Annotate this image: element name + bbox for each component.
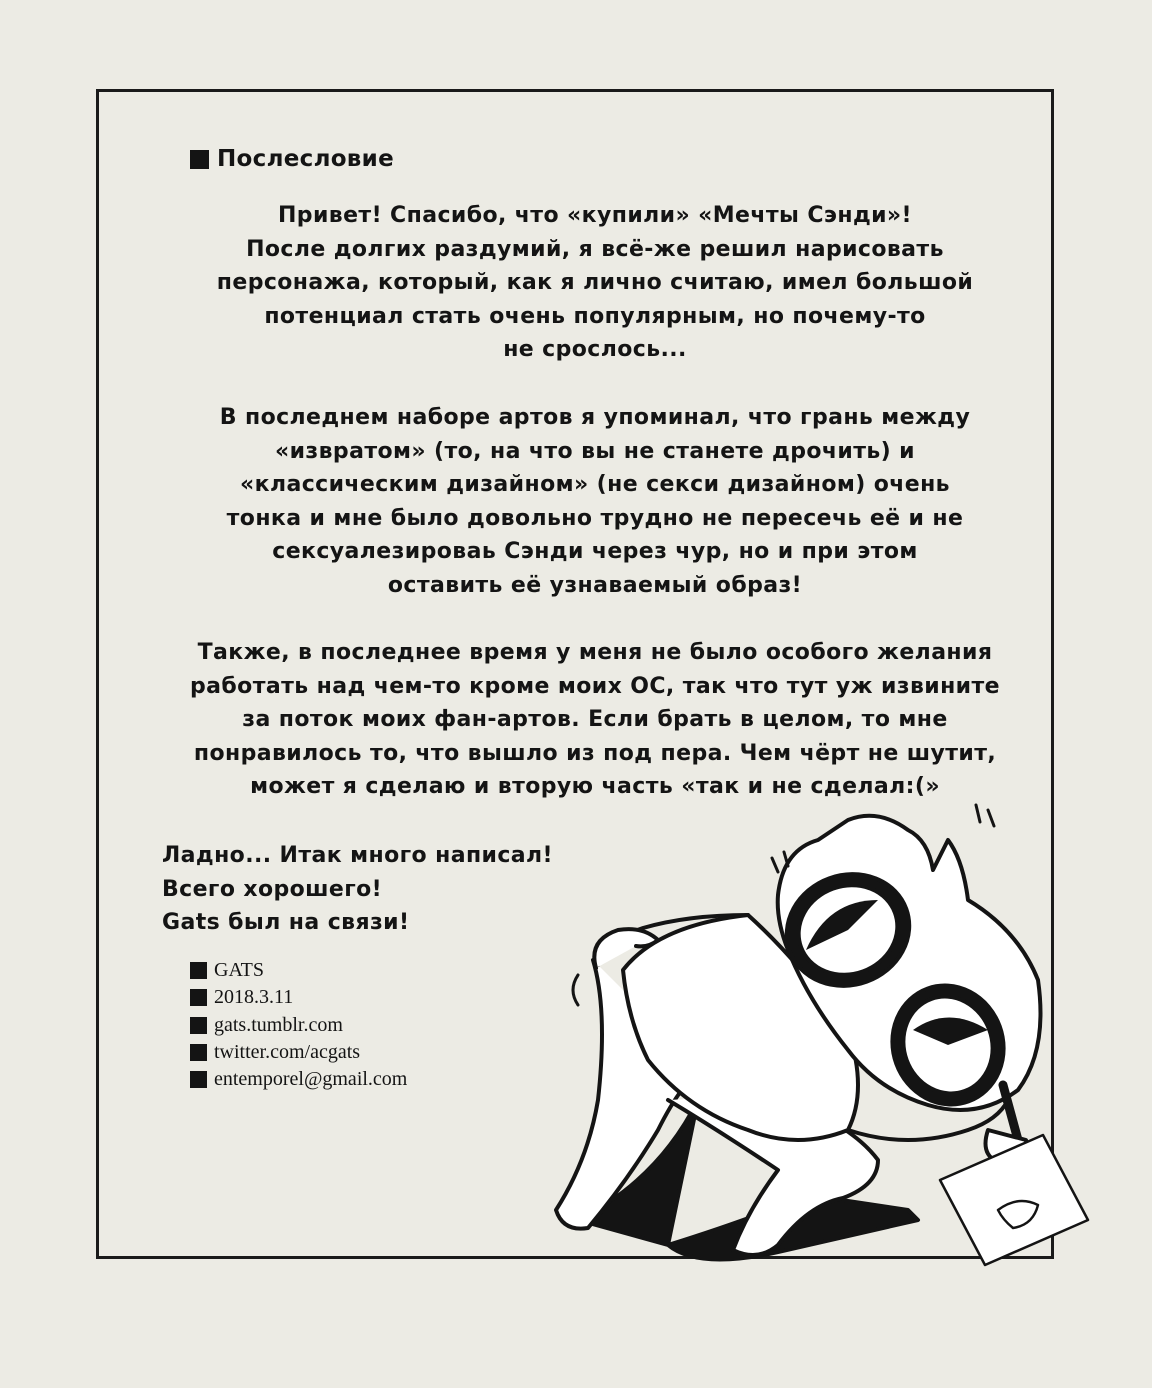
paragraph-2 [130,401,1060,603]
afterword-heading [190,146,394,172]
paragraph-line: персонажа, который, как я лично считаю, имел большой [216,270,974,296]
paragraph-line: потенциал стать очень популярным, но почему-то [264,303,926,329]
black-square-icon [190,1044,207,1061]
date: 2018.3.11 [214,986,294,1009]
paragraph-line: Привет! Спасибо, что «купили» «Мечты Сэнди»! [278,203,912,228]
heading-text: Послесловие [217,146,394,172]
cartoon-cat-illustration [548,800,1108,1300]
paragraph-line: сексуалезироваь Сэнди через чур, но и при этом [272,539,918,565]
tumblr-link: gats.tumblr.com [214,1013,343,1036]
motion-line [976,805,994,826]
author-name: GATS [214,959,265,981]
paragraph-line: В последнем наборе артов я упоминал, что грань между [219,405,971,430]
black-square-icon [190,1017,207,1034]
motion-line [573,975,578,1005]
paragraph-line: оставить её узнаваемый образ! [387,572,803,598]
black-square-icon [190,1071,207,1088]
paragraph-line: может я сделаю и вторую часть «так и не сделал:(» [250,774,940,800]
black-square-icon [190,962,207,979]
paragraph-line: не срослось... [503,337,687,363]
paragraph-line: работать над чем-то кроме моих ОС, так что тут уж извините [190,673,1000,699]
email: entemporel@gmail.com [214,1068,408,1091]
contact-item [190,1012,407,1039]
paragraph-line: за поток моих фан-артов. Если брать в целом, то мне [242,707,948,733]
paragraph-line: Также, в последнее время у меня не было особого желания [197,640,993,665]
contact-list [190,957,407,1093]
paragraph-line: понравилось то, что вышло из под пера. Чем чёрт не шутит, [193,740,997,766]
contact-item [190,957,407,984]
paragraph-line: После долгих раздумий, я всё-же решил нарисовать [246,236,944,262]
black-square-icon [190,150,209,169]
paragraph-3 [130,636,1060,804]
paragraph-line: «классическим дизайном» (не секси дизайном) очень [240,472,950,498]
twitter-link: twitter.com/acgats [214,1040,361,1063]
paragraph-line: «извратом» (то, на что вы не станете дрочить) и [275,438,915,464]
black-square-icon [190,989,207,1006]
contact-item [190,1039,407,1066]
closing-line: Gats был на связи! [162,910,410,935]
contact-item [190,984,407,1011]
paragraph-line: тонка и мне было довольно трудно не пересечь её и не [226,505,964,531]
contact-item [190,1066,407,1093]
paper [940,1135,1088,1265]
closing-line: Ладно... Итак много написал! [162,843,553,868]
closing-line: Всего хорошего! [162,876,383,902]
closing-text [162,839,553,940]
paragraph-1 [130,199,1060,367]
